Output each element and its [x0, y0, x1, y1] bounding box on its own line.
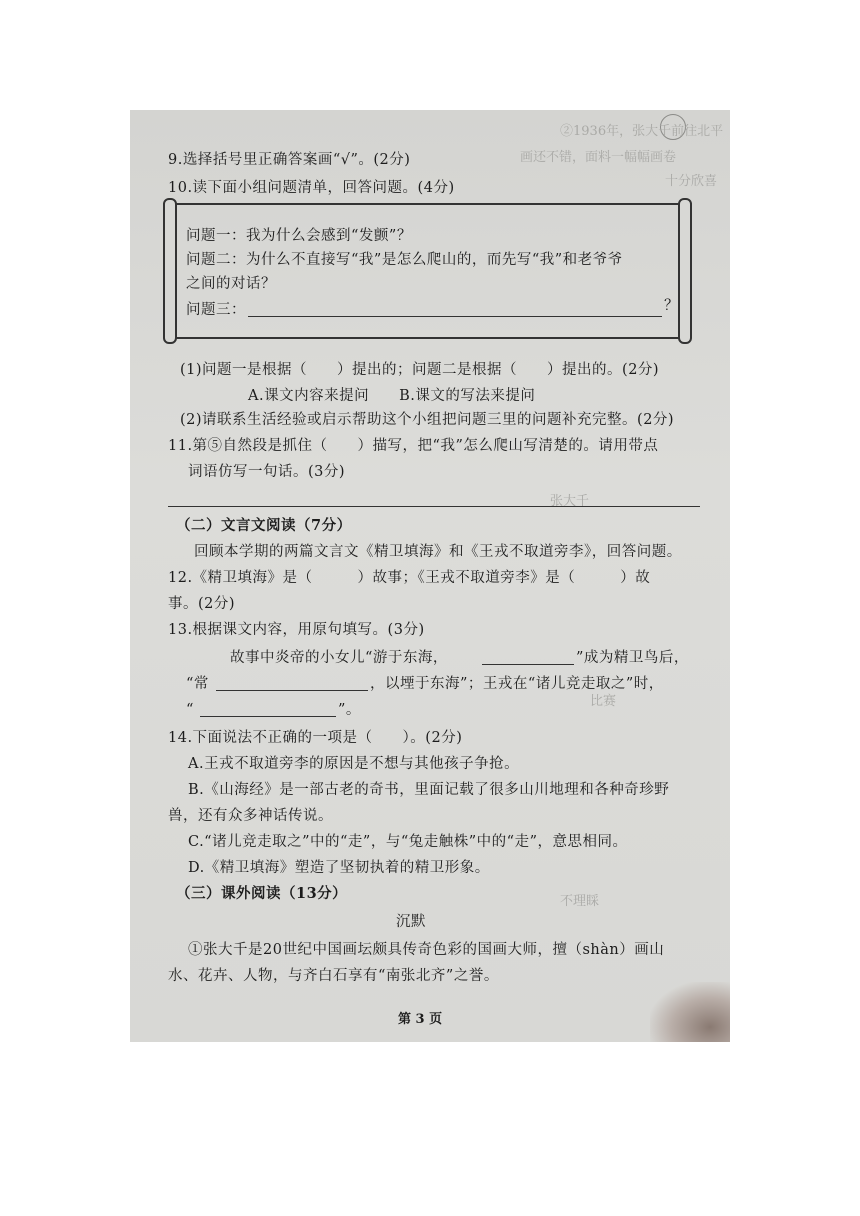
- box-question-3-end: ？: [664, 298, 679, 314]
- scroll-left-roll: [163, 198, 177, 344]
- answer-line[interactable]: [248, 316, 662, 317]
- passage-paragraph-1: ①张大千是20世纪中国画坛颇具传奇色彩的国画大师，擅（shàn）画山: [188, 942, 665, 958]
- question-list-box: [170, 203, 686, 339]
- option-a: A.王戎不取道旁李的原因是不想与其他孩子争抢。: [188, 756, 520, 772]
- question-10-1: (1)问题一是根据（ ）提出的；问题二是根据（ ）提出的。(2分): [180, 362, 660, 378]
- question-13-line-3-end: ”。: [338, 702, 361, 718]
- question-12-cont: 事。(2分): [168, 596, 236, 612]
- bleed-through-text: 十分欣喜: [665, 174, 718, 189]
- bleed-through-text: ②1936年，张大千前往北平: [560, 124, 724, 139]
- question-13: 13.根据课文内容，用原句填写。(3分): [168, 622, 425, 638]
- question-14: 14.下面说法不正确的一项是（ ）。(2分): [168, 730, 463, 746]
- bleed-through-text: 不理睬: [560, 894, 600, 909]
- section-2-heading: （二）文言文阅读（7分）: [176, 517, 352, 534]
- question-10-title: 10.读下面小组问题清单，回答问题。(4分): [168, 180, 455, 196]
- passage-title: 沉默: [396, 914, 426, 930]
- option-b: B.《山海经》是一部古老的奇书，里面记载了很多山川地理和各种奇珍野: [188, 782, 670, 798]
- section-3-heading: （三）课外阅读（13分）: [176, 885, 348, 902]
- bleed-through-text: 画还不错，面料一幅幅画卷: [520, 150, 677, 165]
- scanned-exam-page: [130, 110, 730, 1042]
- option-c: C.“诸儿竞走取之”中的“走”，与“兔走触株”中的“走”，意思相同。: [188, 834, 628, 850]
- option-b-cont: 兽，还有众多神话传说。: [168, 808, 333, 824]
- bleed-through-text: 比赛: [590, 694, 617, 709]
- question-13-line-2-end: ，以堙于东海”；王戎在“诸儿竞走取之”时，: [370, 676, 664, 692]
- page-number: 第 3 页: [398, 1012, 443, 1027]
- answer-line[interactable]: [200, 716, 336, 717]
- answer-line[interactable]: [216, 690, 368, 691]
- question-10-2: (2)请联系生活经验或启示帮助这个小组把问题三里的问题补充完整。(2分): [180, 412, 675, 428]
- box-question-3: 问题三：: [186, 302, 246, 318]
- question-9: 9.选择括号里正确答案画“√”。(2分): [168, 152, 411, 168]
- question-13-line-3: “: [186, 702, 194, 718]
- question-13-line-2: “常: [186, 676, 209, 692]
- answer-line[interactable]: [168, 506, 700, 507]
- box-question-2-cont: 之间的对话？: [186, 276, 276, 292]
- question-10-1-options: A.课文内容来提问 B.课文的写法来提问: [248, 388, 536, 404]
- answer-line[interactable]: [482, 664, 574, 665]
- passage-paragraph-1-cont: 水、花卉、人物，与齐白石享有“南张北齐”之誉。: [168, 968, 499, 984]
- question-12: 12.《精卫填海》是（ ）故事；《王戎不取道旁李》是（ ）故: [168, 570, 651, 586]
- section-2-intro: 回顾本学期的两篇文言文《精卫填海》和《王戎不取道旁李》，回答问题。: [194, 544, 682, 560]
- question-13-line-1: 故事中炎帝的小女儿“游于东海，: [230, 650, 448, 666]
- bleed-through-text: 张大千: [550, 494, 590, 509]
- question-11-cont: 词语仿写一句话。(3分): [188, 464, 346, 480]
- option-d: D.《精卫填海》塑造了坚韧执着的精卫形象。: [188, 860, 490, 876]
- box-question-2: 问题二：为什么不直接写“我”是怎么爬山的，而先写“我”和老爷爷: [186, 252, 623, 268]
- scroll-right-roll: [678, 198, 692, 344]
- question-13-line-1-end: ”成为精卫鸟后，: [576, 650, 689, 666]
- box-question-1: 问题一：我为什么会感到“发颤”？: [186, 228, 412, 244]
- question-11: 11.第⑤自然段是抓住（ ）描写，把“我”怎么爬山写清楚的。请用带点: [168, 438, 659, 454]
